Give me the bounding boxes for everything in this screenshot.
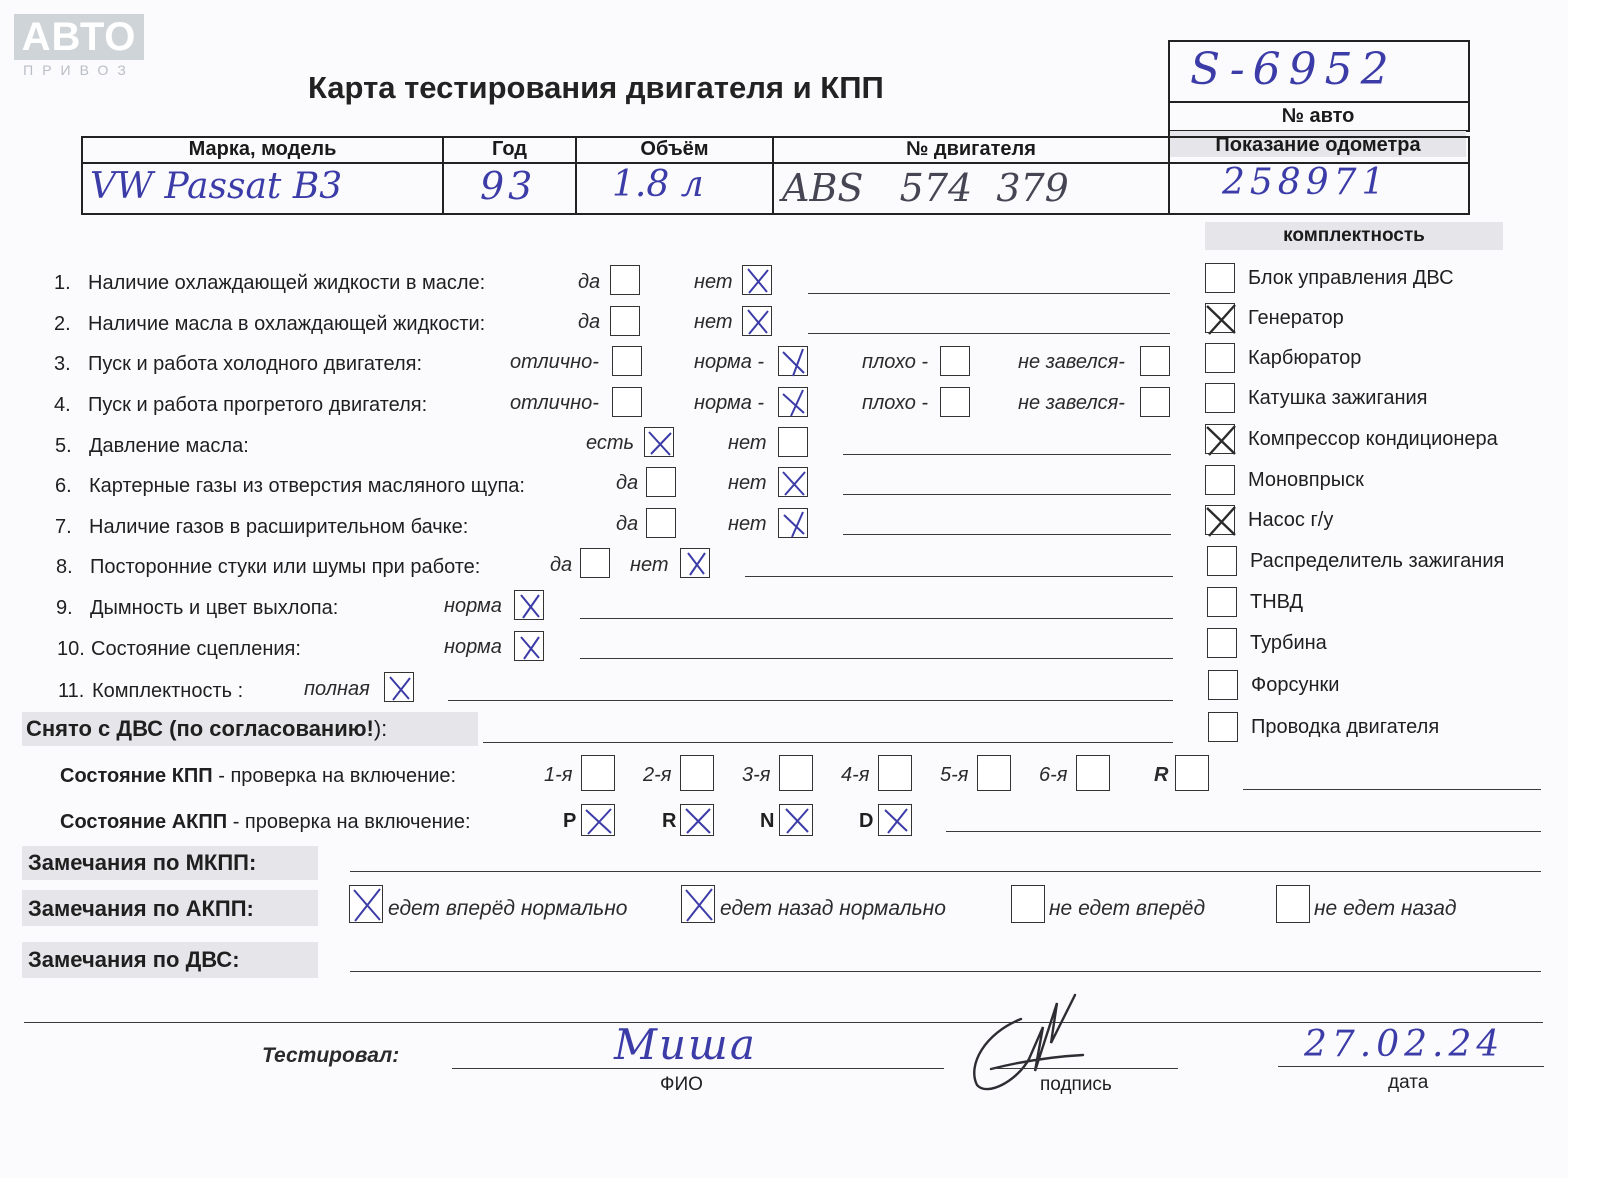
akpp-remark-checkbox[interactable] xyxy=(349,885,383,923)
gear-label: R xyxy=(1154,764,1169,786)
komplekt-checkbox[interactable] xyxy=(1208,670,1238,700)
akpp-remark-checkbox[interactable] xyxy=(681,885,715,923)
option-label: да xyxy=(578,311,601,333)
remarks-dvs-label: Замечания по ДВС: xyxy=(28,947,240,972)
option-label: нет xyxy=(630,554,669,576)
fill-line xyxy=(745,576,1173,577)
fill-line xyxy=(1243,789,1541,790)
akpp-mode-label: D xyxy=(859,810,874,832)
komplekt-checkbox[interactable] xyxy=(1207,546,1237,576)
akpp-mode-checkbox[interactable] xyxy=(680,804,714,836)
option-checkbox[interactable] xyxy=(514,631,544,661)
akpp-mode-checkbox[interactable] xyxy=(581,804,615,836)
akpp-label: Состояние АКПП - проверка на включение: xyxy=(60,811,471,833)
akpp-mode-label: P xyxy=(563,810,577,832)
kpp-label: Состояние КПП - проверка на включение: xyxy=(60,765,457,787)
fill-line xyxy=(350,871,1541,872)
ink-cross-icon xyxy=(879,805,913,837)
komplekt-checkbox[interactable] xyxy=(1205,263,1235,293)
fill-line xyxy=(843,534,1171,535)
check-label: Пуск и работа прогретого двигателя: xyxy=(88,394,428,416)
tester-name: Миша xyxy=(614,1020,757,1069)
option-label: полная xyxy=(304,678,370,700)
fill-line xyxy=(843,454,1171,455)
col-header-odometer: Показание одометра xyxy=(1215,134,1421,156)
page-title: Карта тестирования двигателя и КПП xyxy=(308,70,884,105)
option-checkbox[interactable] xyxy=(610,306,640,336)
option-checkbox[interactable] xyxy=(644,427,674,457)
logo-sub: ПРИВОЗ xyxy=(23,62,135,78)
komplekt-label: Моновпрыск xyxy=(1248,469,1364,491)
ink-cross-icon xyxy=(779,347,809,377)
check-number: 4. xyxy=(54,394,71,416)
option-checkbox[interactable] xyxy=(680,548,710,578)
signature-caption: подпись xyxy=(1040,1074,1112,1095)
option-label: плохо - xyxy=(862,351,929,373)
komplekt-label: Генератор xyxy=(1248,307,1344,329)
option-label: нет xyxy=(728,513,767,535)
ink-cross-icon xyxy=(681,549,711,579)
value-engine-number: ABS 574 379 xyxy=(782,166,1069,210)
check-label: Наличие газов в расширительном бачке: xyxy=(89,516,469,538)
option-label: есть xyxy=(586,432,635,454)
check-label: Картерные газы из отверстия масляного щупа: xyxy=(89,475,525,497)
akpp-remark-checkbox[interactable] xyxy=(1011,885,1045,923)
ink-cross-icon xyxy=(743,307,773,337)
option-checkbox[interactable] xyxy=(612,387,642,417)
fill-line xyxy=(808,293,1170,294)
fill-line xyxy=(452,1068,944,1069)
option-checkbox[interactable] xyxy=(778,427,808,457)
ink-cross-icon xyxy=(515,632,545,662)
col-header-year: Год xyxy=(492,138,527,160)
gear-checkbox[interactable] xyxy=(1076,755,1110,791)
date-caption: дата xyxy=(1388,1072,1429,1093)
ink-cross-icon xyxy=(582,805,616,837)
akpp-remark-label: не едет назад xyxy=(1314,897,1457,920)
fill-line xyxy=(580,658,1173,659)
option-label: не завелся- xyxy=(1018,392,1125,414)
test-date: 27.02.24 xyxy=(1304,1024,1505,1065)
option-label: нет xyxy=(728,432,767,454)
gear-label: 1-я xyxy=(544,764,573,786)
gear-checkbox[interactable] xyxy=(878,755,912,791)
fill-line xyxy=(808,333,1170,334)
ink-cross-icon xyxy=(779,388,809,418)
komplekt-label: Блок управления ДВС xyxy=(1248,267,1454,289)
komplekt-label: Проводка двигателя xyxy=(1251,716,1440,738)
removed-label: Снято с ДВС (по согласованию!): xyxy=(26,716,388,741)
gear-checkbox[interactable] xyxy=(1175,755,1209,791)
fill-line xyxy=(350,971,1541,972)
cross-mark-icon xyxy=(1204,423,1238,457)
option-checkbox[interactable] xyxy=(580,548,610,578)
gear-checkbox[interactable] xyxy=(680,755,714,791)
komplekt-label: Форсунки xyxy=(1251,674,1340,696)
komplekt-checkbox[interactable] xyxy=(1205,465,1235,495)
option-checkbox[interactable] xyxy=(778,508,808,538)
fill-line xyxy=(24,1022,1543,1023)
option-checkbox[interactable] xyxy=(778,467,808,497)
option-label: отлично- xyxy=(510,392,599,414)
komplekt-checkbox[interactable] xyxy=(1205,383,1235,413)
fill-line xyxy=(990,1068,1178,1069)
fill-line xyxy=(843,494,1171,495)
option-checkbox[interactable] xyxy=(646,467,676,497)
value-year: 93 xyxy=(480,164,537,208)
option-checkbox[interactable] xyxy=(612,346,642,376)
komplekt-checkbox[interactable] xyxy=(1205,424,1235,454)
option-checkbox[interactable] xyxy=(742,306,772,336)
komplekt-checkbox[interactable] xyxy=(1205,303,1235,333)
check-number: 3. xyxy=(54,353,71,375)
akpp-remark-label: не едет вперёд xyxy=(1049,897,1206,920)
ink-cross-icon xyxy=(645,428,675,458)
check-label: Комплектность : xyxy=(92,680,244,702)
cross-mark-icon xyxy=(1204,504,1238,538)
option-label: норма - xyxy=(694,351,765,373)
fill-line xyxy=(483,742,1173,743)
tested-label: Тестировал: xyxy=(262,1044,400,1067)
option-checkbox[interactable] xyxy=(940,387,970,417)
option-label: да xyxy=(616,513,639,535)
gear-checkbox[interactable] xyxy=(779,755,813,791)
fill-line xyxy=(448,700,1173,701)
option-checkbox[interactable] xyxy=(742,265,772,295)
ink-cross-icon xyxy=(780,805,814,837)
option-checkbox[interactable] xyxy=(778,346,808,376)
logo-main: АВТО xyxy=(14,14,144,60)
akpp-mode-checkbox[interactable] xyxy=(779,804,813,836)
col-header-model: Марка, модель xyxy=(188,138,337,160)
option-label: нет xyxy=(694,311,733,333)
option-label: не завелся- xyxy=(1018,351,1125,373)
komplekt-label: Компрессор кондиционера xyxy=(1248,428,1498,450)
option-label: плохо - xyxy=(862,392,929,414)
fill-line xyxy=(946,831,1541,832)
value-odometer: 258971 xyxy=(1222,162,1390,203)
komplekt-label: Карбюратор xyxy=(1248,347,1362,369)
komplekt-checkbox[interactable] xyxy=(1208,712,1238,742)
ink-cross-icon xyxy=(779,509,809,539)
check-number: 6. xyxy=(55,475,72,497)
option-label: нет xyxy=(694,271,733,293)
option-label: да xyxy=(578,271,601,293)
gear-label: 6-я xyxy=(1039,764,1068,786)
check-number: 2. xyxy=(54,313,71,335)
option-checkbox[interactable] xyxy=(610,265,640,295)
check-label: Посторонние стуки или шумы при работе: xyxy=(90,556,481,578)
ink-cross-icon xyxy=(779,468,809,498)
col-header-volume: Объём xyxy=(640,138,709,160)
komplekt-label: Распределитель зажигания xyxy=(1250,550,1505,572)
komplekt-label: ТНВД xyxy=(1250,591,1304,613)
gear-checkbox[interactable] xyxy=(977,755,1011,791)
akpp-remark-label: едет назад нормально xyxy=(720,897,946,920)
option-label: норма - xyxy=(694,392,765,414)
logo xyxy=(14,14,146,80)
komplekt-label: Катушка зажигания xyxy=(1248,387,1428,409)
value-model: VW Passat B3 xyxy=(90,166,343,207)
option-checkbox[interactable] xyxy=(778,387,808,417)
value-volume: 1.8 л xyxy=(612,164,704,205)
cross-mark-icon xyxy=(1204,302,1238,336)
check-number: 7. xyxy=(55,516,72,538)
option-checkbox[interactable] xyxy=(1140,346,1170,376)
check-number: 10. xyxy=(57,638,85,660)
option-label: да xyxy=(550,554,573,576)
check-number: 9. xyxy=(56,597,73,619)
check-number: 8. xyxy=(56,556,73,578)
komplekt-checkbox[interactable] xyxy=(1205,505,1235,535)
akpp-mode-label: N xyxy=(760,810,775,832)
option-label: да xyxy=(616,472,639,494)
gear-checkbox[interactable] xyxy=(581,755,615,791)
option-checkbox[interactable] xyxy=(940,346,970,376)
check-label: Давление масла: xyxy=(89,435,249,457)
option-checkbox[interactable] xyxy=(646,508,676,538)
car-number-label: № авто xyxy=(1281,105,1355,127)
akpp-mode-label: R xyxy=(662,810,677,832)
option-checkbox[interactable] xyxy=(514,590,544,620)
fill-line xyxy=(1278,1066,1544,1067)
komplekt-label: Насос г/у xyxy=(1248,509,1334,531)
check-number: 5. xyxy=(55,435,72,457)
remarks-mkpp-label: Замечания по МКПП: xyxy=(28,850,257,875)
option-label: норма xyxy=(444,636,502,658)
option-label: нет xyxy=(728,472,767,494)
ink-cross-icon xyxy=(681,805,715,837)
option-label: отлично- xyxy=(510,351,599,373)
gear-label: 3-я xyxy=(742,764,771,786)
akpp-mode-checkbox[interactable] xyxy=(878,804,912,836)
name-caption: ФИО xyxy=(660,1074,703,1095)
komplekt-checkbox[interactable] xyxy=(1205,343,1235,373)
col-header-engine-number: № двигателя xyxy=(906,138,1036,160)
akpp-remark-label: едет вперёд нормально xyxy=(388,897,628,920)
check-label: Наличие масла в охлаждающей жидкости: xyxy=(88,313,486,335)
option-checkbox[interactable] xyxy=(384,672,414,702)
komplekt-checkbox[interactable] xyxy=(1207,587,1237,617)
komplekt-label: Турбина xyxy=(1250,632,1327,654)
gear-label: 4-я xyxy=(841,764,870,786)
ink-cross-icon xyxy=(385,673,415,703)
check-label: Состояние сцепления: xyxy=(91,638,301,660)
car-number-value: S-6952 xyxy=(1190,44,1397,95)
option-checkbox[interactable] xyxy=(1140,387,1170,417)
remarks-akpp-label: Замечания по АКПП: xyxy=(28,896,254,921)
akpp-remark-checkbox[interactable] xyxy=(1276,885,1310,923)
check-label: Наличие охлаждающей жидкости в масле: xyxy=(88,272,486,294)
ink-cross-icon xyxy=(743,266,773,296)
gear-label: 2-я xyxy=(643,764,672,786)
check-number: 1. xyxy=(54,272,71,294)
ink-cross-icon xyxy=(350,886,384,924)
check-number: 11. xyxy=(58,680,85,702)
option-label: норма xyxy=(444,595,502,617)
komplekt-title: комплектность xyxy=(1283,225,1425,246)
gear-label: 5-я xyxy=(940,764,969,786)
check-label: Дымность и цвет выхлопа: xyxy=(90,597,339,619)
fill-line xyxy=(580,618,1173,619)
komplekt-checkbox[interactable] xyxy=(1207,628,1237,658)
check-label: Пуск и работа холодного двигателя: xyxy=(88,353,423,375)
ink-cross-icon xyxy=(682,886,716,924)
ink-cross-icon xyxy=(515,591,545,621)
